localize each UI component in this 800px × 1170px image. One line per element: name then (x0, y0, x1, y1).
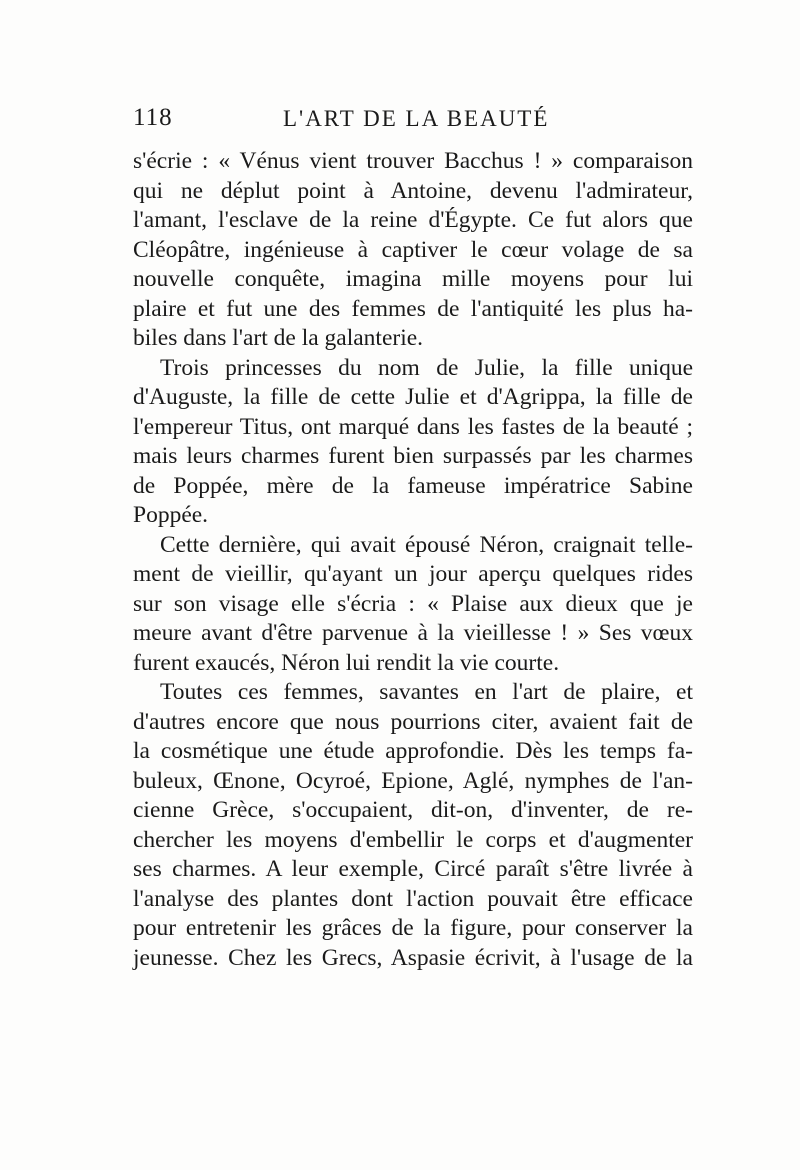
text-line: buleux, Œnone, Ocyroé, Epione, Aglé, nymphes de l'an- (133, 767, 693, 794)
text-line: Toutes ces femmes, savantes en l'art de plaire, et (160, 679, 693, 705)
text-line: la cosmétique une étude approfondie. Dès les temps fa- (133, 738, 693, 764)
text-line: biles dans l'art de la galanterie. (133, 325, 424, 351)
text-line: ment de vieillir, qu'ayant un jour aperçu quelques rides (133, 561, 693, 587)
text-line: Poppée. (133, 502, 209, 528)
running-head (133, 104, 693, 144)
text-line: d'Auguste, la fille de cette Julie et d'Agrippa, la fille de (133, 384, 693, 410)
text-line: cienne Grèce, s'occupaient, dit-on, d'inventer, de re- (133, 797, 693, 823)
text-line: meure avant d'être parvenue à la vieillesse ! » Ses vœux (133, 620, 693, 646)
text-line: de Poppée, mère de la fameuse impératrice Sabine (133, 472, 693, 499)
text-line: chercher les moyens d'embellir le corps et d'augmenter (133, 826, 693, 853)
text-line: l'amant, l'esclave de la reine d'Égypte. Ce fut alors que (133, 207, 693, 233)
text-line: qui ne déplut point à Antoine, devenu l'admirateur, (133, 177, 693, 204)
text-line: Trois princesses du nom de Julie, la fille unique (160, 354, 693, 381)
text-line: l'analyse des plantes dont l'action pouvait être efficace (133, 885, 693, 912)
text-line: Cléopâtre, ingénieuse à captiver le cœur volage de sa (133, 236, 693, 263)
page-number: 118 (133, 104, 173, 131)
text-line: mais leurs charmes furent bien surpassés par les charmes (133, 443, 693, 469)
text-line: s'écrie : « Vénus vient trouver Bacchus ! » comparaison (133, 148, 693, 174)
text-line: d'autres encore que nous pourrions citer, avaient fait de (133, 708, 693, 735)
text-line: pour entretenir les grâces de la figure, pour conserver la (133, 915, 693, 941)
text-line: plaire et fut une des femmes de l'antiquité les plus ha- (133, 295, 693, 322)
text-line: ses charmes. A leur exemple, Circé paraît s'être livrée à (133, 856, 693, 882)
text-line: Cette dernière, qui avait épousé Néron, craignait telle- (160, 531, 693, 558)
text-line: furent exaucés, Néron lui rendit la vie courte. (133, 649, 560, 676)
text-line: sur son visage elle s'écria : « Plaise aux dieux que je (133, 590, 693, 617)
text-line: jeunesse. Chez les Grecs, Aspasie écrivit, à l'usage de la (133, 944, 693, 971)
text-line: nouvelle conquête, imagina mille moyens pour lui (133, 266, 693, 292)
body-text (133, 147, 693, 973)
running-title: L'ART DE LA BEAUTÉ (283, 106, 550, 131)
text-line: l'empereur Titus, ont marqué dans les fastes de la beauté ; (133, 413, 693, 440)
